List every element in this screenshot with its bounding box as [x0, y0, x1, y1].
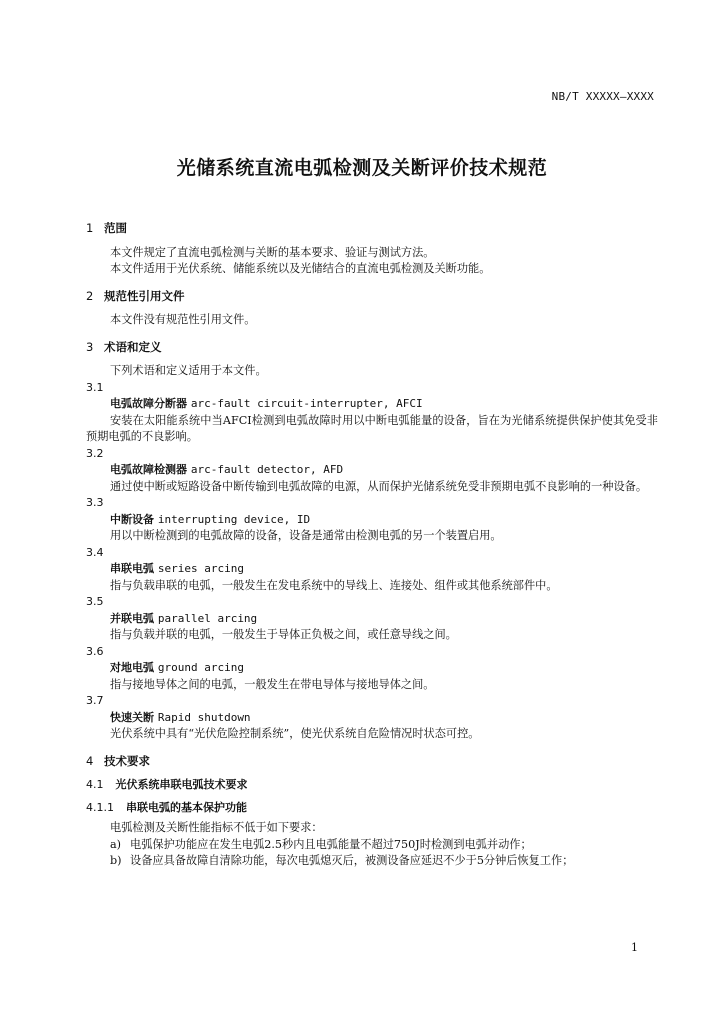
section-title: 范围	[104, 221, 127, 235]
term-heading	[86, 396, 658, 413]
section-title: 技术要求	[104, 753, 150, 768]
section-number: 4	[86, 753, 94, 768]
list-item	[86, 853, 658, 870]
term-number: 3.2	[86, 446, 104, 460]
term-heading	[86, 660, 658, 677]
paragraph: 本文件没有规范性引用文件。	[110, 313, 256, 326]
term-definition: 用以中断检测到的电弧故障的设备，设备是通常由检测电弧的另一个装置启用。	[110, 529, 502, 542]
term-number: 3.7	[86, 694, 104, 707]
term-en: Rapid shutdown	[157, 710, 251, 724]
term-definition: 光伏系统中具有“光伏危险控制系统”，使光伏系统自危险情况时状态可控。	[110, 727, 480, 740]
section-title: 术语和定义	[104, 339, 162, 354]
section-4-heading	[86, 753, 658, 770]
paragraph: 下列术语和定义适用于本文件。	[110, 364, 267, 377]
subsection-4-1-1-heading	[86, 800, 658, 817]
list-text: 电弧保护功能应在发生电弧2.5秒内且电弧能量不超过750J时检测到电弧并动作；	[130, 837, 532, 851]
term-heading	[86, 561, 658, 578]
term-en: arc-fault detector, AFD	[190, 463, 344, 476]
term-definition: 指与负载并联的电弧，一般发生于导体正负极之间，或任意导线之间。	[110, 628, 457, 641]
term-cn: 对地电弧	[110, 661, 154, 674]
term-cn: 串联电弧	[110, 562, 154, 575]
term-heading	[86, 710, 658, 727]
document-code: NB/T XXXXX—XXXX	[551, 90, 654, 103]
term-number: 3.3	[86, 496, 104, 509]
term-heading	[86, 512, 658, 529]
term-en: parallel arcing	[157, 611, 258, 625]
list-item	[86, 837, 658, 854]
section-number: 2	[86, 288, 94, 303]
term-cn: 并联电弧	[110, 611, 154, 625]
document-body	[86, 220, 658, 870]
term-en: series arcing	[157, 562, 244, 575]
section-number: 1	[86, 221, 94, 235]
section-title: 规范性引用文件	[104, 288, 185, 303]
paragraph: 本文件适用于光伏系统、储能系统以及光储结合的直流电弧检测及关断功能。	[110, 262, 491, 275]
paragraph: 电弧检测及关断性能指标不低于如下要求：	[110, 821, 323, 834]
term-cn: 快速关断	[110, 710, 154, 724]
section-3-heading	[86, 339, 658, 356]
term-definition: 通过使中断或短路设备中断传输到电弧故障的电源，从而保护光储系统免受非预期电弧不良影响的一种设备。	[110, 479, 648, 493]
term-definition: 指与接地导体之间的电弧，一般发生在带电导体与接地导体之间。	[110, 677, 435, 691]
subsection-title: 串联电弧的基本保护功能	[126, 800, 247, 814]
term-en: interrupting device, ID	[157, 512, 311, 526]
document-title: 光储系统直流电弧检测及关断评价技术规范	[176, 157, 548, 179]
section-number: 3	[86, 339, 94, 354]
term-heading	[86, 462, 658, 479]
section-1-heading	[86, 220, 658, 237]
term-number: 3.4	[86, 545, 104, 559]
term-cn: 电弧故障分断器	[110, 397, 187, 410]
term-number: 3.1	[86, 380, 104, 394]
section-2-heading	[86, 288, 658, 305]
subsection-title: 光伏系统串联电弧技术要求	[115, 778, 248, 791]
paragraph: 本文件规定了直流电弧检测与关断的基本要求、验证与测试方法。	[110, 245, 435, 259]
subsection-number: 4.1	[86, 778, 104, 791]
term-heading	[86, 611, 658, 628]
list-label: a)	[110, 837, 122, 851]
term-definition: 指与负载串联的电弧，一般发生在发电系统中的导线上、连接处、组件或其他系统部件中。	[110, 578, 558, 592]
term-number: 3.5	[86, 595, 104, 608]
term-cn: 中断设备	[110, 512, 154, 526]
subsection-4-1-heading	[86, 777, 658, 794]
list-text: 设备应具备故障自清除功能，每次电弧熄灭后，被测设备应延迟不少于5分钟后恢复工作；	[130, 854, 574, 867]
term-cn: 电弧故障检测器	[110, 463, 187, 476]
term-definition: 安装在太阳能系统中当AFCI检测到电弧故障时用以中断电弧能量的设备，旨在为光储系统提供保护使其免受非预期电弧的不良影响。	[86, 413, 658, 443]
term-en: ground arcing	[157, 661, 244, 674]
term-en: arc-fault circuit-interrupter, AFCI	[190, 397, 423, 410]
page-number: 1	[631, 941, 638, 954]
subsection-number: 4.1.1	[86, 800, 114, 814]
list-label: b)	[110, 854, 122, 867]
term-number: 3.6	[86, 644, 104, 658]
